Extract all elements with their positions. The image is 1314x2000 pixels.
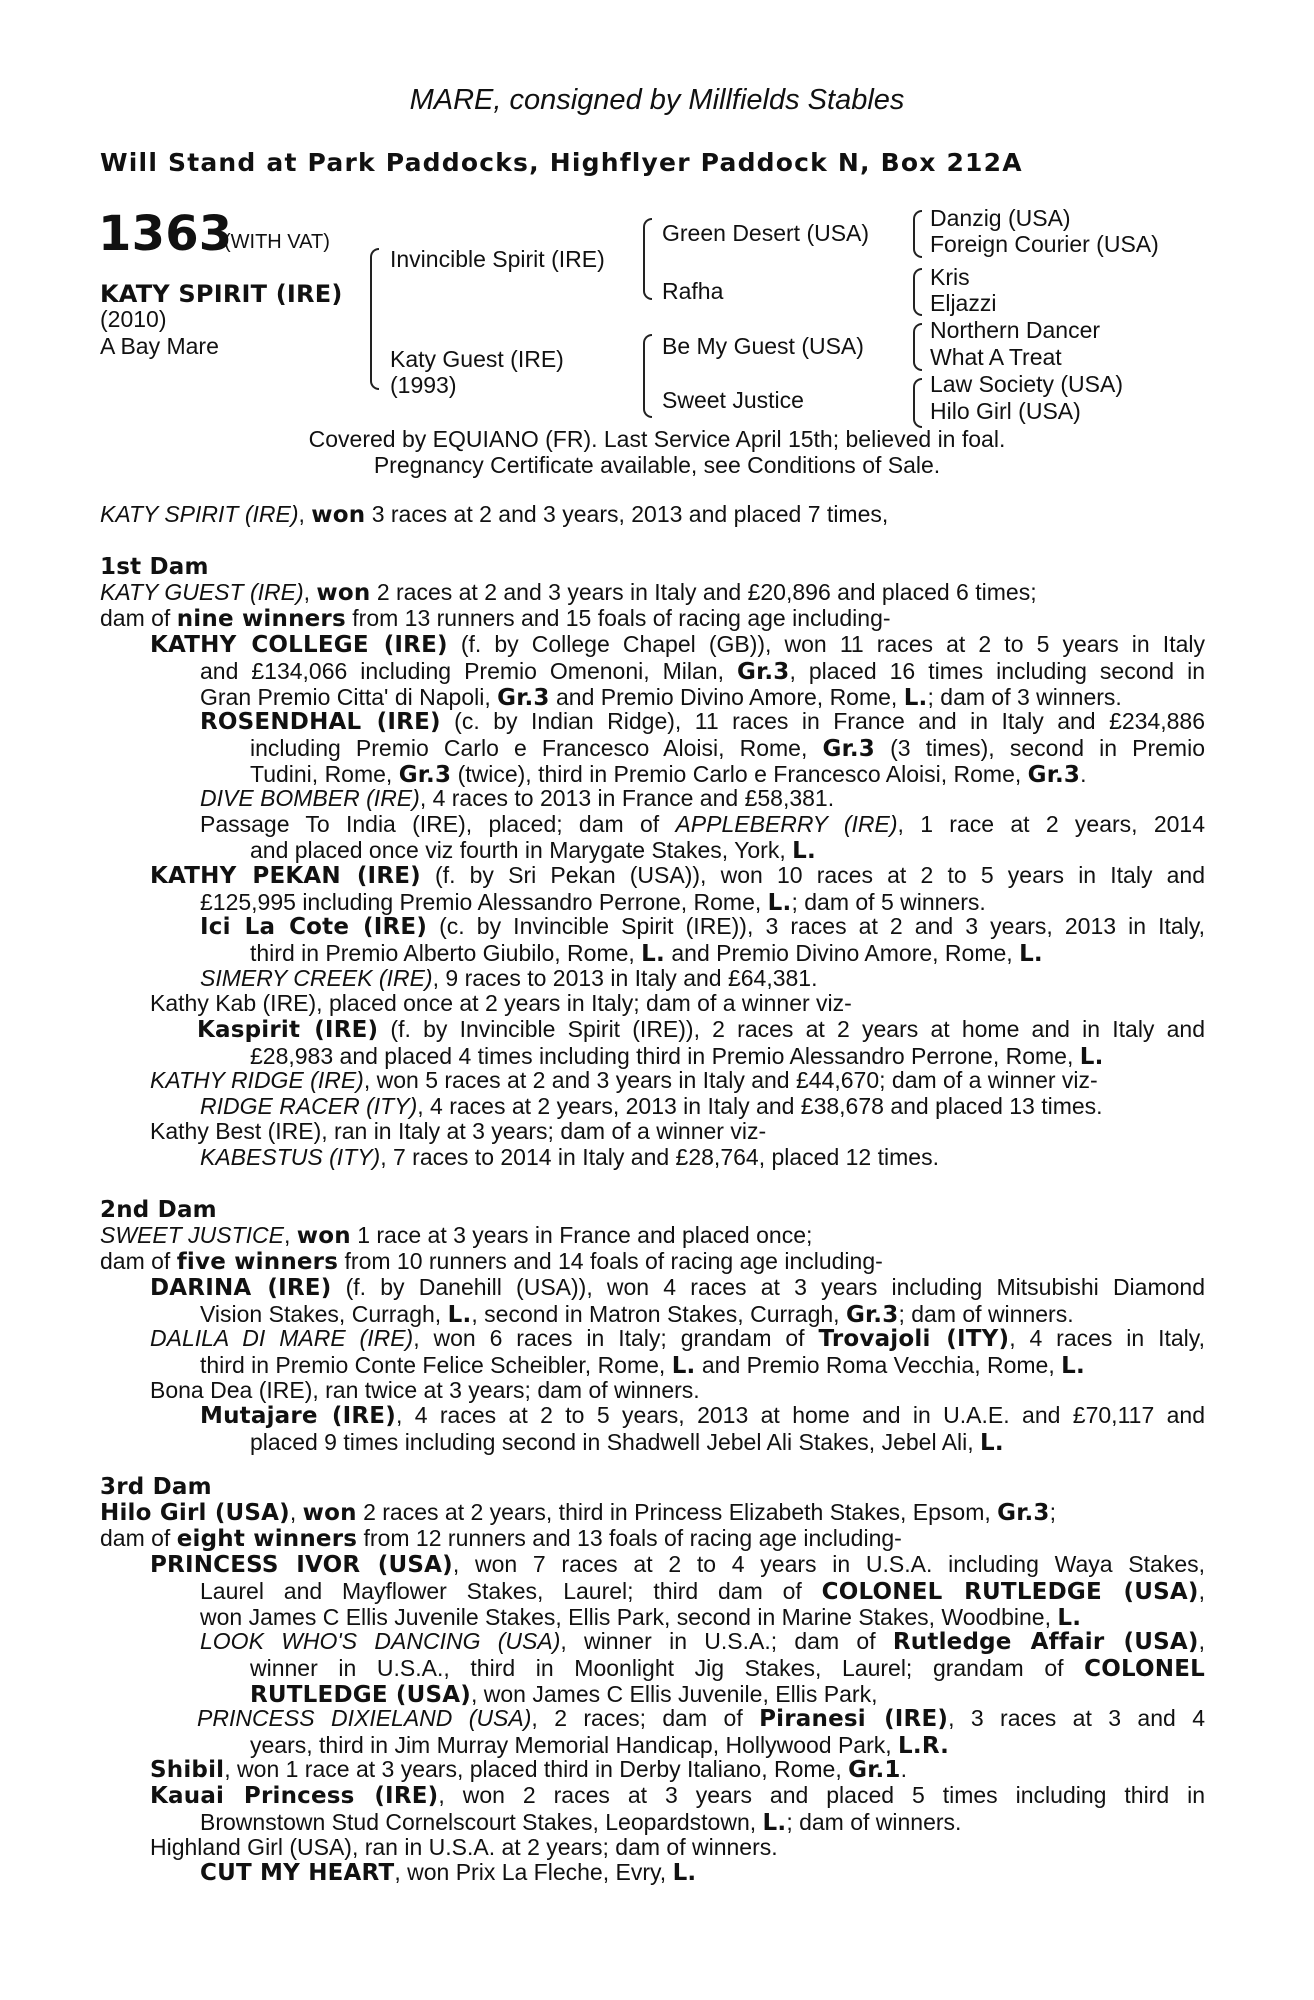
produce-suffix: from 13 runners and 15 foals of racing age including- — [345, 605, 891, 631]
dam-line: KATY GUEST (IRE), won 2 races at 2 and 3 years in Italy and £20,896 and placed 6 times; — [100, 579, 1037, 606]
horse-name: CUT MY HEART — [200, 1860, 395, 1886]
horse-name: KABESTUS (ITY) — [200, 1144, 381, 1170]
dam-record: 2 races at 2 and 3 years in Italy and £20,896 and placed 6 times; — [370, 579, 1037, 605]
section-heading: 2nd Dam — [100, 1197, 217, 1223]
won-label: won — [302, 1500, 357, 1526]
page-title: MARE, consigned by Millfields Stables — [409, 84, 905, 116]
list-item: Mutajare (IRE), 4 races at 2 to 5 years, 2013 at home and in U.A.E. and £70,117 and placed 9 times including second in Shadwell Jebel Ali Stakes, Jebel Ali, L. — [200, 1402, 1205, 1456]
produce-line: dam of five winners from 10 runners and 14 foals of racing age including- — [100, 1248, 883, 1275]
list-item: Kaspirit (IRE) (f. by Invincible Spirit (IRE)), 2 races at 2 years at home and in Italy and £28,983 and placed 4 times including third in Premio Alessandro Perrone, Rome, L. — [197, 1016, 1205, 1070]
horse-name: Kauai Princess (IRE) — [150, 1783, 439, 1809]
brace-gen2-dam — [643, 334, 652, 418]
produce-prefix: dam of — [100, 605, 177, 631]
list-item: LOOK WHO'S DANCING (USA), winner in U.S.A.; dam of Rutledge Affair (USA), winner in U.S.A., third in Moonlight Jig Stakes, Laurel; grandam of COLONEL RUTLEDGE (USA), won James C Ellis Juvenile, Ellis Park, — [200, 1628, 1205, 1709]
winners-count: five winners — [176, 1249, 339, 1275]
dam-name: Hilo Girl (USA) — [100, 1500, 290, 1526]
brace-gen3-2 — [913, 268, 922, 316]
list-item: Ici La Cote (IRE) (c. by Invincible Spirit (IRE)), 3 races at 2 and 3 years, 2013 in Italy, third in Premio Alberto Giubilo, Rome, L. and Premio Divino Amore, Rome, L. — [200, 913, 1205, 967]
list-item: Passage To India (IRE), placed; dam of APPLEBERRY (IRE), 1 race at 2 years, 2014 and placed once viz fourth in Marygate Stakes, York, L. — [200, 811, 1205, 864]
section-heading: 3rd Dam — [100, 1474, 212, 1500]
horse-name: RIDGE RACER (ITY) — [200, 1093, 418, 1119]
list-item: SIMERY CREEK (IRE), 9 races to 2013 in Italy and £64,381. — [200, 965, 818, 991]
pedigree-sdd: Eljazzi — [930, 290, 997, 316]
horse-name: SIMERY CREEK (IRE) — [200, 965, 433, 991]
pedigree-dd: Sweet Justice — [662, 387, 804, 413]
summary-horse: KATY SPIRIT (IRE) — [100, 501, 299, 527]
horse-name: DIVE BOMBER (IRE) — [200, 785, 420, 811]
horse-name: Ici La Cote (IRE) — [200, 914, 428, 940]
brace-gen3-4 — [913, 378, 922, 428]
horse-name: Kaspirit (IRE) — [197, 1017, 379, 1043]
pedigree-dss: Northern Dancer — [930, 317, 1101, 343]
horse-name: Mutajare (IRE) — [200, 1403, 396, 1429]
summary-won: won — [311, 502, 366, 528]
horse-name: KATY SPIRIT (IRE) — [100, 280, 343, 308]
horse-name: ROSENDHAL (IRE) — [200, 709, 441, 735]
produce-line — [100, 606, 891, 633]
horse-name: Shibil — [150, 1757, 225, 1783]
pedigree-dam-year: (1993) — [390, 372, 457, 398]
list-item: PRINCESS IVOR (USA), won 7 races at 2 to 4 years in U.S.A. including Waya Stakes, Laurel and Mayflower Stakes, Laurel; third dam of COLONEL RUTLEDGE (USA), won James C Ellis Juvenile Stakes, Ellis Park, second in Marine Stakes, Woodbine, L. — [150, 1551, 1205, 1632]
list-item: PRINCESS DIXIELAND (USA), 2 races; dam of Piranesi (IRE), 3 races at 3 and 4 years, third in Jim Murray Memorial Handicap, Hollywood Park, L.R. — [197, 1705, 1205, 1759]
foaling-year: (2010) — [100, 306, 167, 332]
pedigree-ss: Green Desert (USA) — [662, 220, 870, 246]
horse-name: KATHY COLLEGE (IRE) — [150, 632, 448, 658]
comma: , — [298, 501, 312, 527]
list-item: DARINA (IRE) (f. by Danehill (USA)), won 4 races at 3 years including Mitsubishi Diamond Vision Stakes, Curragh, L., second in Matron Stakes, Curragh, Gr.3; dam of winners. — [150, 1274, 1205, 1328]
list-item: Kathy Best (IRE), ran in Italy at 3 years; dam of a winner viz- — [150, 1118, 767, 1144]
pedigree-sds: Kris — [930, 264, 970, 290]
lot-number: 1363 — [98, 206, 233, 262]
pregnancy-line: Pregnancy Certificate available, see Conditions of Sale. — [373, 452, 941, 478]
pedigree-ddd: Hilo Girl (USA) — [930, 398, 1081, 424]
list-item: DIVE BOMBER (IRE), 4 races to 2013 in France and £58,381. — [200, 785, 835, 811]
summary-text: 3 races at 2 and 3 years, 2013 and placed 7 times, — [365, 501, 889, 527]
pedigree-dam: Katy Guest (IRE) — [390, 346, 564, 372]
list-item: Highland Girl (USA), ran in U.S.A. at 2 years; dam of winners. — [150, 1834, 778, 1860]
list-item: KABESTUS (ITY), 7 races to 2014 in Italy and £28,764, placed 12 times. — [200, 1144, 939, 1170]
list-item: Bona Dea (IRE), ran twice at 3 years; dam of winners. — [150, 1377, 700, 1403]
brace-gen2-sire — [643, 218, 652, 300]
produce-line: dam of eight winners from 12 runners and 13 foals of racing age including- — [100, 1525, 902, 1552]
brace-gen3-3 — [913, 323, 922, 371]
horse-name: KATHY RIDGE (IRE) — [150, 1067, 364, 1093]
brace-gen3-1 — [913, 210, 922, 258]
list-item: KATHY COLLEGE (IRE) (f. by College Chapel (GB)), won 11 races at 2 to 5 years in Italy and £134,066 including Premio Omenoni, Milan, Gr.3, placed 16 times including second in Gran Premio Citta' di Napoli, Gr.3 and Premio Divino Amore, Rome, L.; dam of 3 winners. — [150, 631, 1205, 712]
covered-note — [0, 426, 1314, 478]
horse-name: PRINCESS DIXIELAND (USA) — [197, 1705, 532, 1731]
stand-location: Will Stand at Park Paddocks, Highflyer Paddock N, Box 212A — [100, 148, 1023, 177]
horse-name: PRINCESS IVOR (USA) — [150, 1552, 453, 1578]
dam-line: SWEET JUSTICE, won 1 race at 3 years in France and placed once; — [100, 1222, 813, 1249]
brace-gen1 — [370, 248, 379, 390]
list-item: Kathy Kab (IRE), placed once at 2 years in Italy; dam of a winner viz- — [150, 990, 852, 1016]
section-heading: 1st Dam — [100, 554, 209, 580]
won-label: won — [296, 1223, 351, 1249]
horse-name: DALILA DI MARE (IRE) — [150, 1325, 414, 1351]
horse-description: A Bay Mare — [100, 333, 219, 359]
dam-line: Hilo Girl (USA), won 2 races at 2 years, third in Princess Elizabeth Stakes, Epsom, Gr.3; — [100, 1499, 1057, 1526]
list-item: Kauai Princess (IRE), won 2 races at 3 years and placed 5 times including third in Brownstown Stud Cornelscourt Stakes, Leopardstown, L.; dam of winners. — [150, 1782, 1205, 1836]
pedigree-ds: Be My Guest (USA) — [662, 333, 864, 359]
list-item: Shibil, won 1 race at 3 years, placed third in Derby Italiano, Rome, Gr.1. — [150, 1756, 908, 1783]
list-item: ROSENDHAL (IRE) (c. by Indian Ridge), 11 races in France and in Italy and £234,886 including Premio Carlo e Francesco Aloisi, Rome, Gr.3 (3 times), second in Premio Tudini, Rome, Gr.3 (twice), third in Premio Carlo e Francesco Aloisi, Rome, Gr.3. — [200, 708, 1205, 789]
list-item: RIDGE RACER (ITY), 4 races at 2 years, 2013 in Italy and £38,678 and placed 13 times. — [200, 1093, 1103, 1119]
won-label: won — [316, 580, 371, 606]
dam-name: SWEET JUSTICE — [100, 1222, 285, 1248]
list-item: CUT MY HEART, won Prix La Fleche, Evry, L. — [200, 1859, 697, 1886]
covered-line: Covered by EQUIANO (FR). Last Service April 15th; believed in foal. — [308, 426, 1006, 452]
pedigree-sire: Invincible Spirit (IRE) — [390, 246, 605, 272]
pedigree-sss: Danzig (USA) — [930, 205, 1071, 231]
pedigree-sd: Rafha — [662, 278, 724, 304]
pedigree-dds: Law Society (USA) — [930, 371, 1124, 397]
dam-name: KATY GUEST (IRE) — [100, 579, 304, 605]
pedigree-dsd: What A Treat — [930, 344, 1062, 370]
horse-name: LOOK WHO'S DANCING (USA) — [200, 1628, 561, 1654]
list-item: DALILA DI MARE (IRE), won 6 races in Italy; grandam of Trovajoli (ITY), 4 races in Italy, third in Premio Conte Felice Scheibler, Rome, L. and Premio Roma Vecchia, Rome, L. — [150, 1325, 1205, 1379]
list-item: KATHY RIDGE (IRE), won 5 races at 2 and 3 years in Italy and £44,670; dam of a winner viz- — [150, 1067, 1098, 1093]
winners-count: eight winners — [176, 1526, 358, 1552]
race-summary — [100, 502, 888, 529]
horse-name: KATHY PEKAN (IRE) — [150, 863, 421, 889]
pedigree-ssd: Foreign Courier (USA) — [930, 231, 1159, 257]
winners-count: nine winners — [176, 606, 346, 632]
vat-note: (WITH VAT) — [224, 231, 330, 253]
list-item: KATHY PEKAN (IRE) (f. by Sri Pekan (USA)), won 10 races at 2 to 5 years in Italy and £125,995 including Premio Alessandro Perrone, Rome, L.; dam of 5 winners. — [150, 862, 1205, 916]
horse-name: DARINA (IRE) — [150, 1275, 332, 1301]
